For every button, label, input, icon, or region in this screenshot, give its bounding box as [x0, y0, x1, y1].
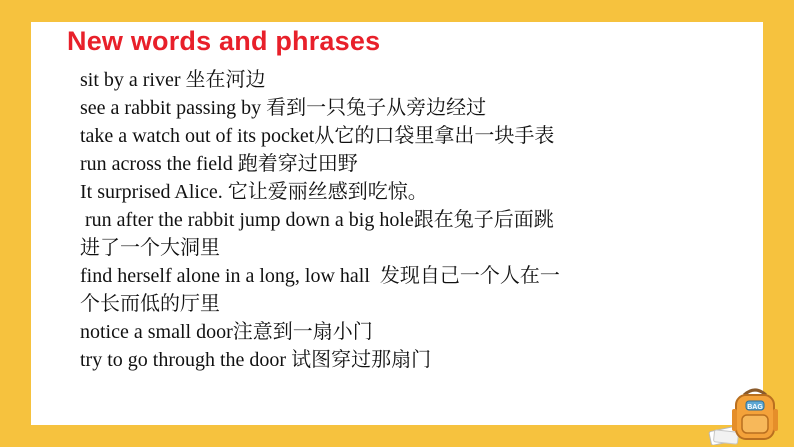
- phrase-line: run across the field 跑着穿过田野: [80, 153, 358, 175]
- phrase-list: [80, 66, 720, 374]
- phrase-line: try to go through the door 试图穿过那扇门: [80, 349, 432, 371]
- phrase-line: see a rabbit passing by 看到一只兔子从旁边经过: [80, 97, 487, 119]
- backpack-icon: [724, 385, 786, 443]
- phrase-line: notice a small door注意到一扇小门: [80, 321, 373, 343]
- slide-title: New words and phrases: [67, 26, 381, 56]
- phrase-line: sit by a river 坐在河边: [80, 69, 266, 91]
- phrase-line: It surprised Alice. 它让爱丽丝感到吃惊。: [80, 181, 428, 203]
- phrase-line: run after the rabbit jump down a big hole跟在兔子后面跳: [80, 209, 554, 231]
- phrase-line: find herself alone in a long, low hall 发现自己一个人在一: [80, 265, 560, 287]
- phrase-line: 进了一个大洞里: [80, 237, 220, 259]
- bag-label: BAG: [747, 404, 763, 411]
- phrase-line: take a watch out of its pocket从它的口袋里拿出一块手表: [80, 125, 555, 147]
- phrase-line: 个长而低的厅里: [80, 293, 220, 315]
